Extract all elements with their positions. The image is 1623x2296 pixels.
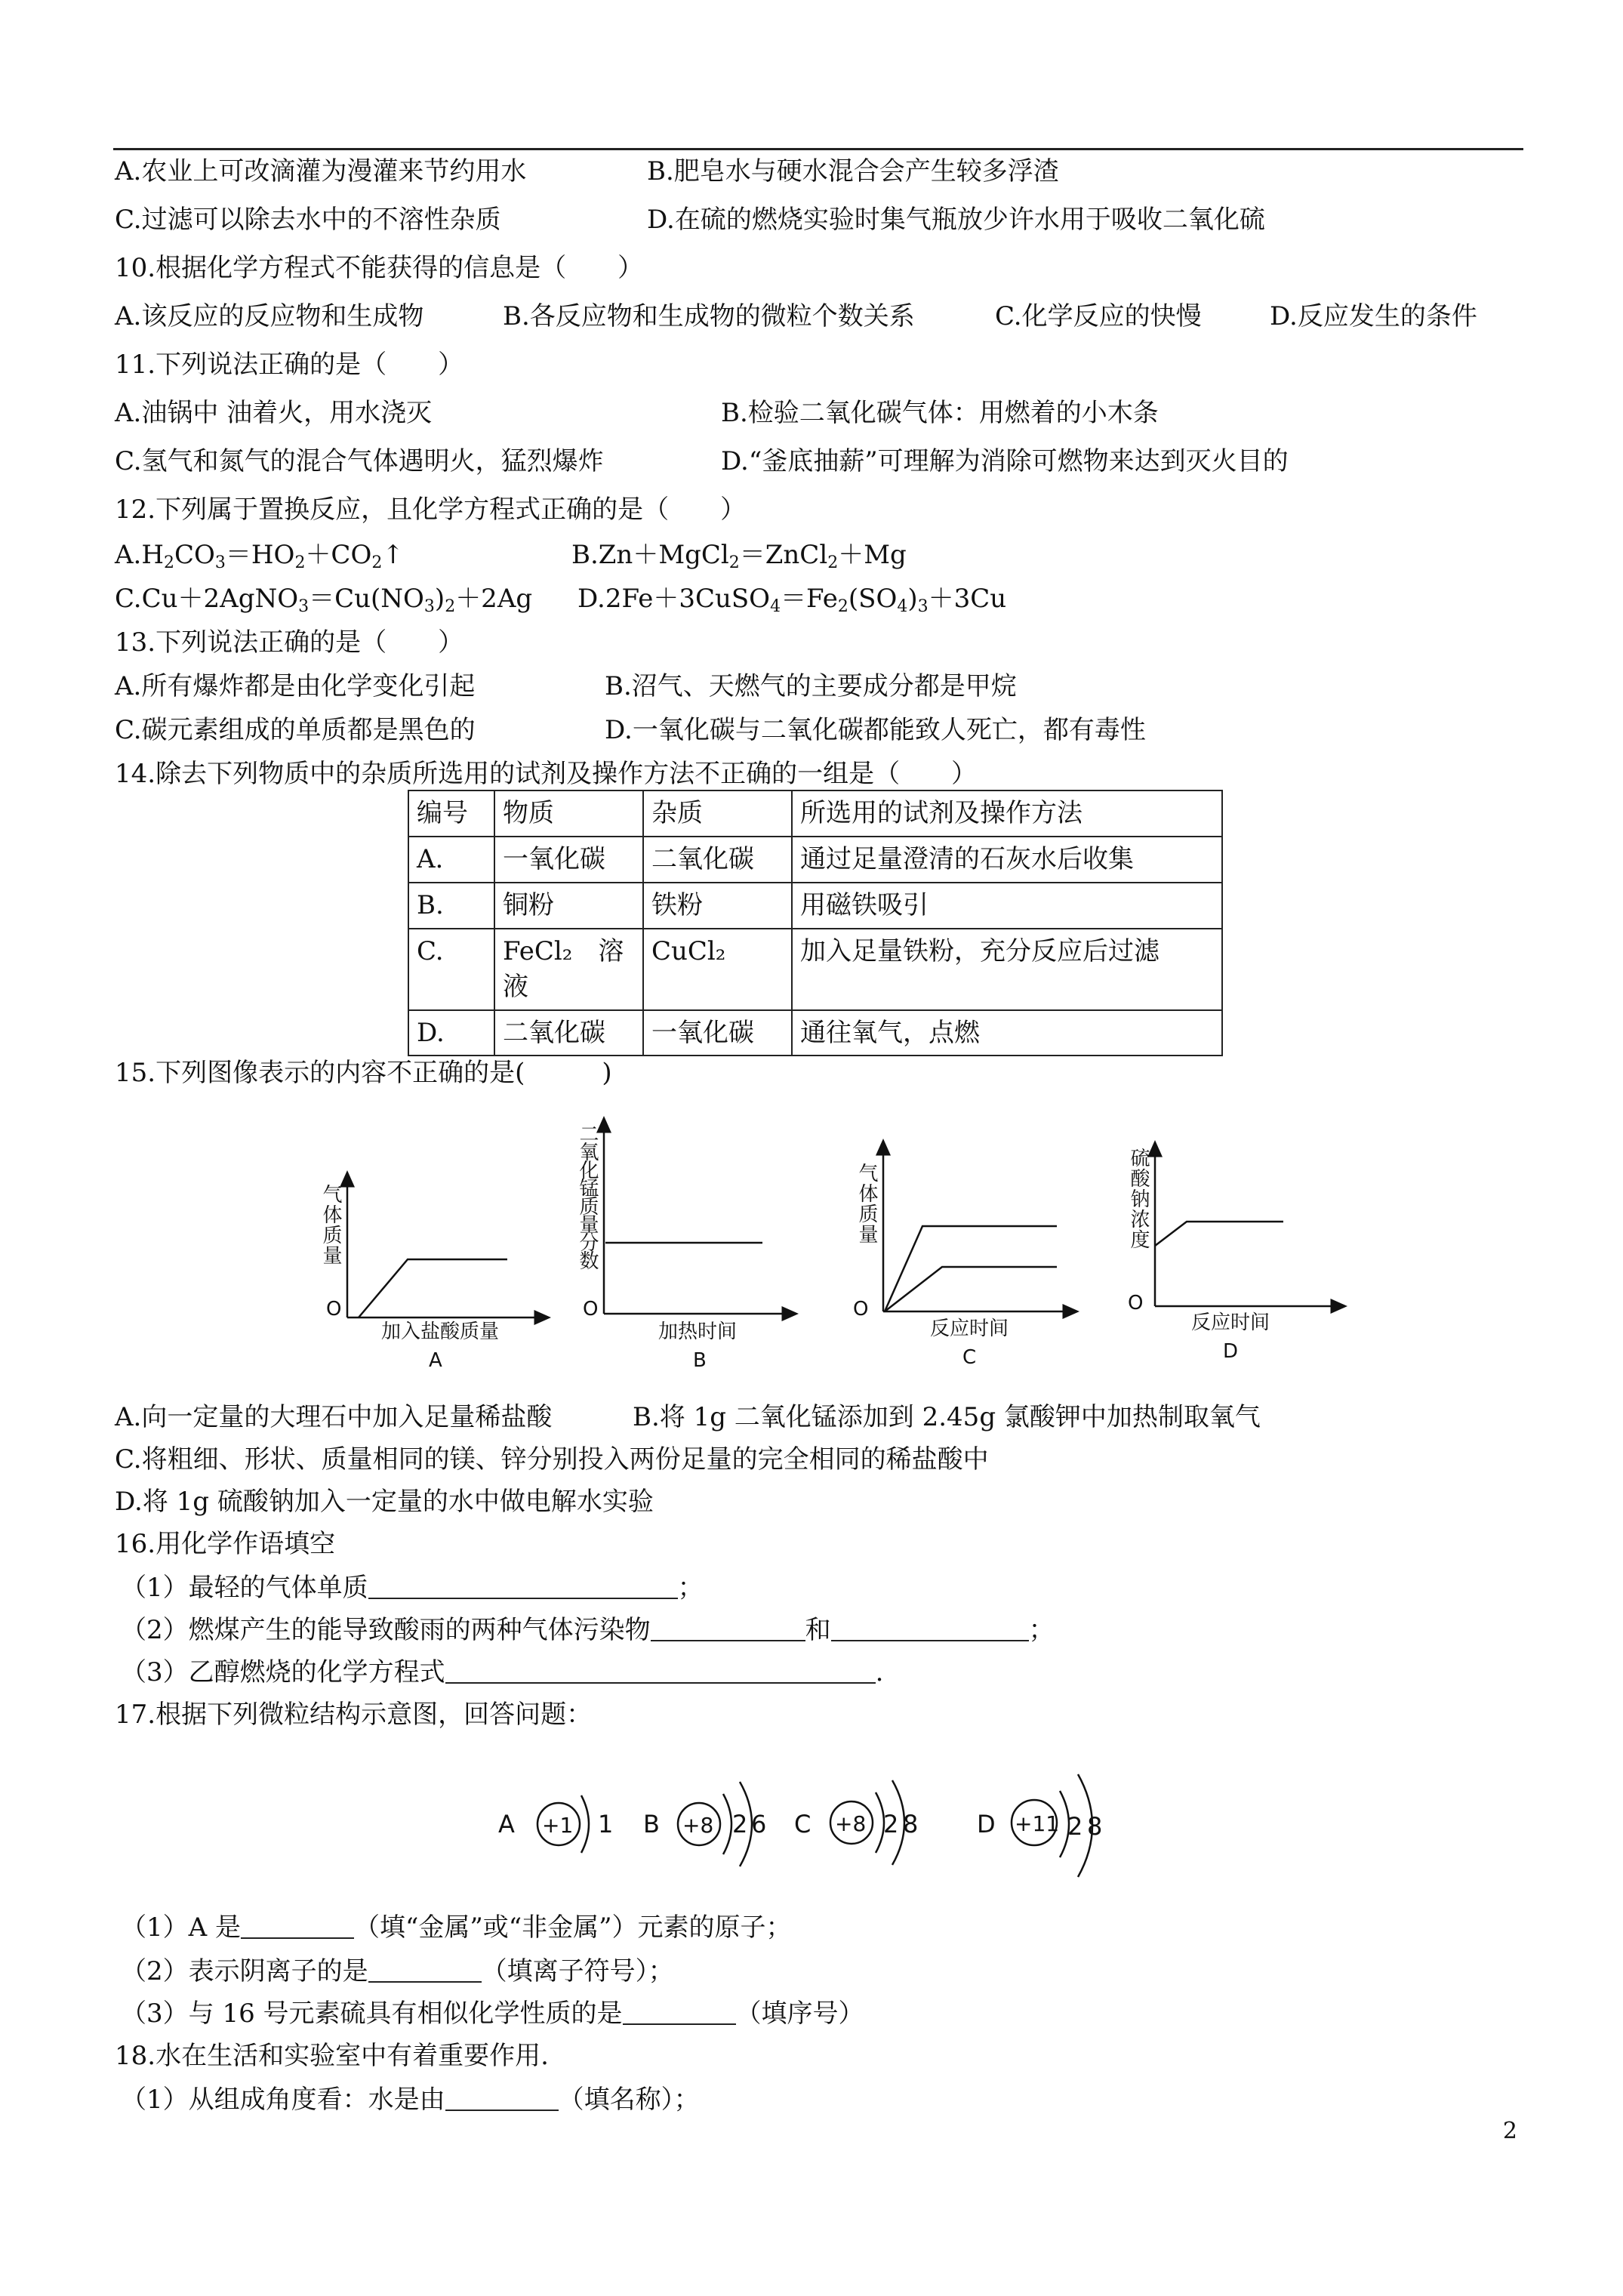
q9-option-d: D.在硫的燃烧实验时集气瓶放少许水用于吸收二氧化硫 — [647, 205, 1265, 235]
graph-a-origin: O — [326, 1298, 342, 1321]
answer-blank[interactable] — [831, 1617, 1029, 1641]
graph-b-letter: B — [693, 1349, 707, 1372]
graph-c-ylabel: 气体质量 — [855, 1163, 878, 1244]
particle-d-shell-1: 2 — [1067, 1812, 1083, 1841]
q17-part-3: （3）与 16 号元素硫具有相似化学性质的是 （填序号） — [121, 1999, 864, 2029]
particle-b-charge: +8 — [682, 1813, 714, 1838]
q9-option-b: B.肥皂水与硬水混合会产生较多浮渣 — [647, 156, 1059, 186]
q12-option-d: $D.2Fe+3CuSO_4=Fe_2(SO_4)_3+3Cu$ — [577, 584, 1007, 616]
q11-option-c: C.氢气和氮气的混合气体遇明火，猛烈爆炸 — [115, 446, 604, 476]
page-number: 2 — [1502, 2118, 1517, 2144]
answer-blank[interactable] — [445, 2087, 559, 2111]
q11-option-a: A.油锅中 油着火，用水浇灭 — [115, 398, 433, 428]
q9-option-a: A.农业上可改滴灌为漫灌来节约用水 — [115, 156, 527, 186]
table-header-cell: 物质 — [494, 791, 643, 837]
table-header-cell: 编号 — [408, 791, 494, 837]
q17-stem: 17.根据下列微粒结构示意图，回答问题： — [115, 1700, 593, 1730]
table-cell: 二氧化碳 — [643, 837, 792, 883]
q13-stem: 13.下列说法正确的是（ ） — [115, 627, 464, 658]
q10-option-a: A.该反应的反应物和生成物 — [115, 301, 424, 331]
answer-blank[interactable] — [651, 1617, 805, 1641]
q16-part-1: （1）最轻的气体单质 ； — [121, 1573, 704, 1603]
q12-option-c: $C.Cu+2AgNO_3=Cu(NO_3)_2+2Ag$ — [115, 584, 533, 616]
table-row — [408, 1010, 1222, 1056]
q17-particle-diagrams — [483, 1759, 1132, 1888]
table-cell: 一氧化碳 — [643, 1010, 792, 1056]
particle-a-letter: A — [498, 1810, 515, 1838]
table-header-cell: 杂质 — [643, 791, 792, 837]
q16-part-3: （3）乙醇燃烧的化学方程式 . — [121, 1657, 884, 1687]
table-header-row — [408, 791, 1222, 837]
answer-blank[interactable] — [445, 1660, 876, 1684]
graph-c-curve-upper — [885, 1226, 1057, 1311]
particle-c-shell-1: 2 — [883, 1810, 899, 1838]
q12-option-a: $A.H_2CO_3=HO_2+CO_2↑$ — [115, 540, 404, 572]
particle-c-charge: +8 — [835, 1811, 867, 1836]
q15-stem: 15.下列图像表示的内容不正确的是( ) — [115, 1058, 612, 1088]
q17-part-2: （2）表示阴离子的是 （填离子符号）； — [121, 1956, 674, 1986]
q11-stem: 11.下列说法正确的是（ ） — [115, 350, 464, 380]
header-rule — [113, 148, 1523, 150]
particle-a-shell-1: 1 — [598, 1810, 614, 1838]
particle-d-shell-2: 8 — [1087, 1812, 1103, 1841]
particle-a-shell-arc — [581, 1795, 589, 1853]
q15-option-c: C.将粗细、形状、质量相同的镁、锌分别投入两份足量的完全相同的稀盐酸中 — [115, 1444, 989, 1475]
graph-d-origin: O — [1128, 1292, 1144, 1314]
q18-stem: 18.水在生活和实验室中有着重要作用. — [115, 2041, 549, 2071]
particle-d-charge: +11 — [1015, 1811, 1060, 1836]
q10-option-d: D.反应发生的条件 — [1270, 301, 1477, 331]
particle-b-shell-1: 2 — [732, 1810, 748, 1838]
q13-option-b: B.沼气、天燃气的主要成分都是甲烷 — [605, 671, 1017, 701]
particle-c-shell-2: 8 — [903, 1810, 919, 1838]
q12-stem: 12.下列属于置换反应，且化学方程式正确的是（ ） — [115, 495, 747, 525]
q17-part-1: （1）A 是 （填“金属”或“非金属”）元素的原子； — [121, 1912, 792, 1943]
q11-option-d: D.“釜底抽薪”可理解为消除可燃物来达到灭火目的 — [721, 446, 1289, 476]
graph-d-ylabel: 硫酸钠浓度 — [1127, 1148, 1150, 1250]
graph-c-letter: C — [962, 1346, 977, 1369]
graph-c-origin: O — [853, 1298, 869, 1321]
answer-blank[interactable] — [623, 2001, 736, 2025]
q16-part-2: （2）燃煤产生的能导致酸雨的两种气体污染物 和 ； — [121, 1615, 1055, 1645]
graph-c-xlabel: 反应时间 — [930, 1318, 1009, 1340]
table-header-cell: 所选用的试剂及操作方法 — [792, 791, 1222, 837]
graph-d-xlabel: 反应时间 — [1191, 1311, 1270, 1334]
q15-option-d: D.将 1g 硫酸钠加入一定量的水中做电解水实验 — [115, 1487, 654, 1517]
table-row — [408, 837, 1222, 883]
q11-option-b: B.检验二氧化碳气体：用燃着的小木条 — [721, 398, 1159, 428]
table-row — [408, 883, 1222, 929]
table-cell: A. — [408, 837, 494, 883]
table-cell: B. — [408, 883, 494, 929]
graph-b-ylabel: 二氧化锰质量分数 — [576, 1123, 599, 1268]
q10-option-b: B.各反应物和生成物的微粒个数关系 — [503, 301, 915, 331]
q12-option-b: B.Zn＋MgCl$_2$＝ZnCl$_2$＋Mg — [571, 540, 907, 572]
q14-table — [408, 790, 1223, 1056]
table-cell: 用磁铁吸引 — [792, 883, 1222, 929]
q10-option-c: C.化学反应的快慢 — [995, 301, 1202, 331]
table-cell: 加入足量铁粉，充分反应后过滤 — [792, 929, 1222, 1010]
table-cell: C. — [408, 929, 494, 1010]
graph-b-origin: O — [583, 1298, 599, 1321]
graph-a-letter: A — [429, 1349, 442, 1372]
answer-blank[interactable] — [368, 1575, 678, 1599]
graph-d-letter: D — [1223, 1340, 1239, 1363]
particle-d-letter: D — [977, 1810, 996, 1838]
graph-d-curve — [1155, 1222, 1283, 1246]
particle-c-letter: C — [794, 1810, 812, 1838]
table-cell: 通过足量澄清的石灰水后收集 — [792, 837, 1222, 883]
particle-b-letter: B — [643, 1810, 660, 1838]
q16-stem: 16.用化学作语填空 — [115, 1529, 336, 1559]
graph-a-xlabel: 加入盐酸质量 — [381, 1321, 500, 1343]
table-cell: 二氧化碳 — [494, 1010, 643, 1056]
graph-a-ylabel: 气体质量 — [319, 1184, 342, 1265]
q15-graphs — [0, 1102, 1623, 1389]
graph-b-xlabel: 加热时间 — [658, 1321, 738, 1343]
q9-option-c: C.过滤可以除去水中的不溶性杂质 — [115, 205, 501, 235]
q13-option-c: C.碳元素组成的单质都是黑色的 — [115, 715, 476, 745]
answer-blank[interactable] — [368, 1959, 482, 1983]
q13-option-d: D.一氧化碳与二氧化碳都能致人死亡，都有毒性 — [605, 715, 1146, 745]
table-cell: 一氧化碳 — [494, 837, 643, 883]
q18-part-1: （1）从组成角度看：水是由 （填名称）； — [121, 2085, 700, 2115]
answer-blank[interactable] — [241, 1915, 354, 1939]
table-cell: D. — [408, 1010, 494, 1056]
q15-option-a: A.向一定量的大理石中加入足量稀盐酸 — [115, 1402, 553, 1432]
table-cell: 铁粉 — [643, 883, 792, 929]
q15-option-b: B.将 1g 二氧化锰添加到 2.45g 氯酸钾中加热制取氧气 — [633, 1402, 1261, 1432]
particle-b-shell-arc-1 — [723, 1794, 731, 1854]
particle-a-charge: +1 — [542, 1813, 574, 1838]
table-cell: 通往氧气，点燃 — [792, 1010, 1222, 1056]
table-row — [408, 929, 1222, 1010]
table-cell: FeCl₂ 溶液 — [494, 929, 643, 1010]
q13-option-a: A.所有爆炸都是由化学变化引起 — [115, 671, 476, 701]
graph-c-curve-lower — [885, 1267, 1057, 1311]
q10-stem: 10.根据化学方程式不能获得的信息是（ ） — [115, 253, 644, 283]
table-cell: CuCl₂ — [643, 929, 792, 1010]
q14-stem: 14.除去下列物质中的杂质所选用的试剂及操作方法不正确的一组是（ ） — [115, 759, 978, 789]
graph-a-curve — [359, 1259, 507, 1318]
particle-b-shell-2: 6 — [751, 1810, 767, 1838]
table-cell: 铜粉 — [494, 883, 643, 929]
